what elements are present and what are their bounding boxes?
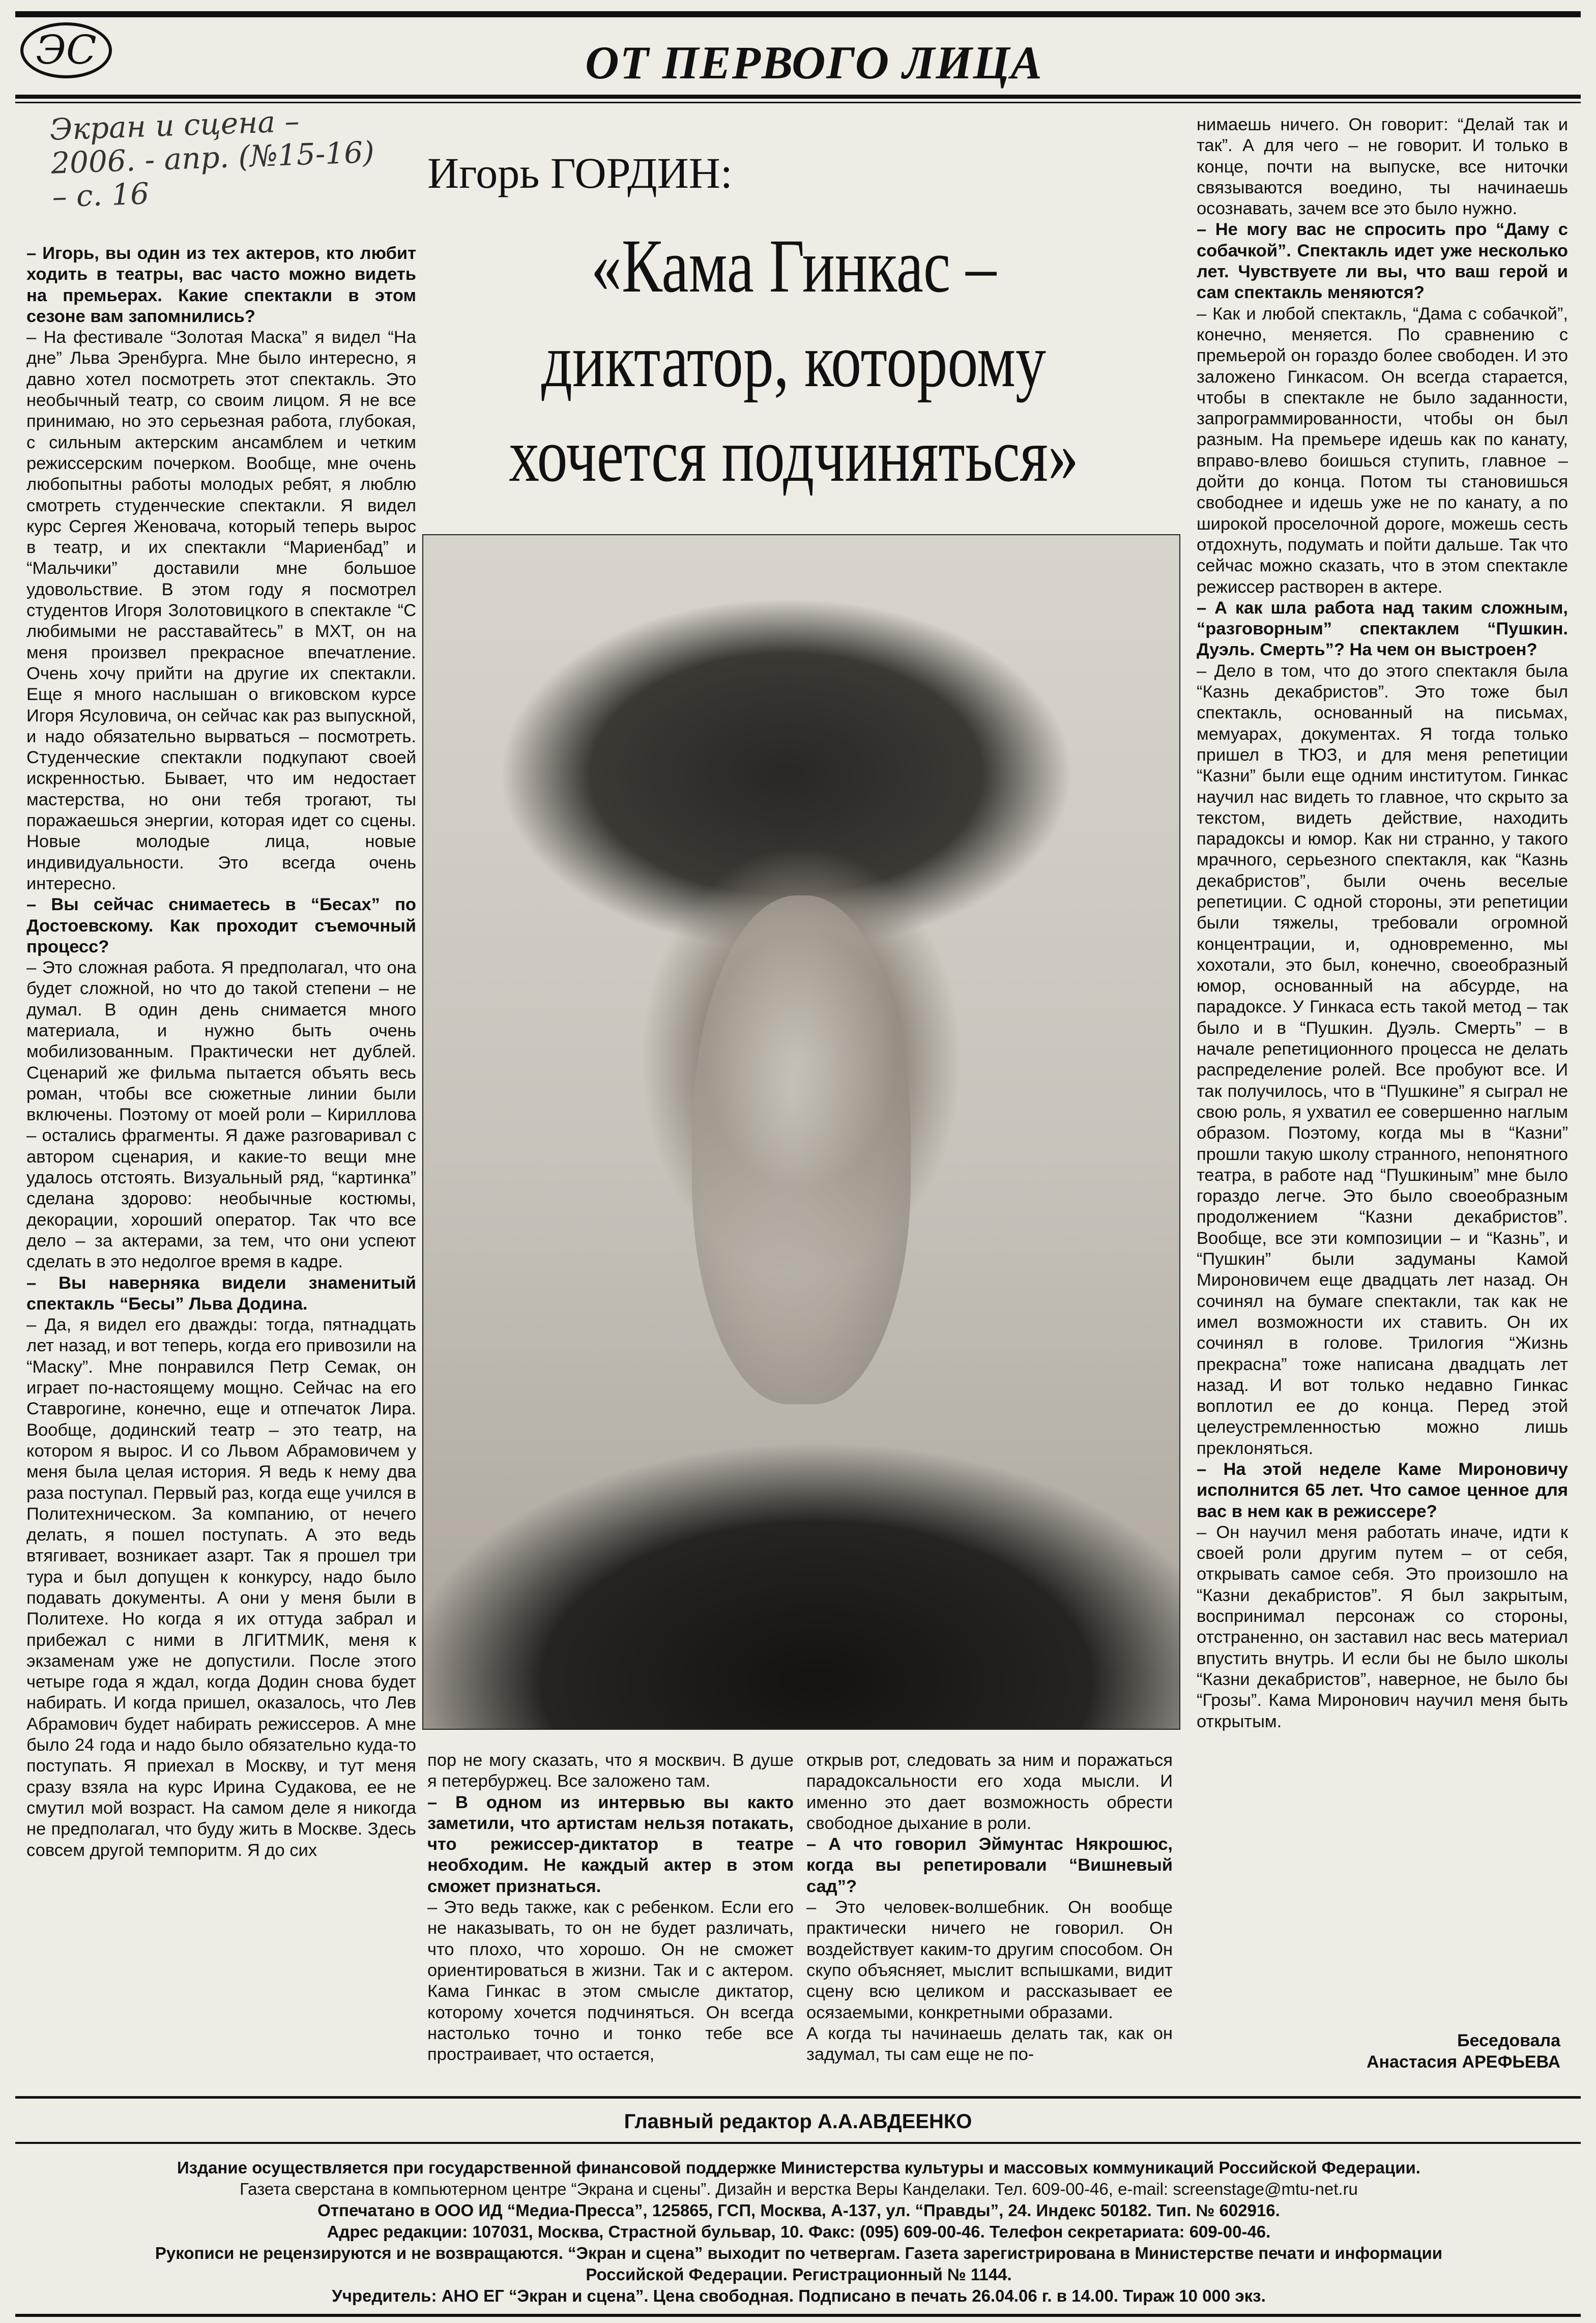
interview-question: – Вы сейчас снимаетесь в “Бесах” по Достоевскому. Как проходит съемочный процесс? [26,895,416,956]
interview-question: – Вы наверняка видели знаменитый спектакль “Бесы” Льва Додина. [26,1273,416,1314]
imprint-line: Российской Федерации. Регистрационный № 1144. [586,2265,1012,2284]
portrait-face-shading [692,895,911,1404]
interview-answer: – Да, я видел его дважды: тогда, пятнадцать лет назад, и вот теперь, когда его привозили на “Маску”. Мне понравился Петр Семак, он играет по-настоящему мощно. Сейчас на его Ставрогине, конечно, еще и отпечаток Лира. Вообще, додинский театр – это театр, на котором я вырос. И со Львом Абрамовичем у меня была целая история. Я ведь к нему два раза поступал. Первый раз, когда еще учился в Политехническом. За компанию, от нечего делать, я пошел поступать. А это ведь втягивает, возникает азарт. Так я прошел три тура и был допущен к конкурсу, надо было подавать документы. А они у меня были в Политехе. Но когда я их оттуда забрал и прибежал с ними в ЛГИТМИК, меня к экзаменам уже не допустили. После этого четыре года я ждал, когда Додин снова будет набирать. И когда пришел, оказалось, что Лев Абрамович будет набирать режиссеров. А мне было 24 года и надо было обязательно куда-то поступать. Я приехал в Москву, и тут меня сразу взяла на курс Ирина Судакова, ее не смутил мой возраст. На самом деле я никогда не предполагал, что буду жить в Москве. Здесь совсем другой темпоритм. Я до сих [26,1315,416,1860]
byline-author: Анастасия АРЕФЬЕВА [1366,2052,1560,2072]
article-column-1 [26,243,416,1861]
section-title: ОТ ПЕРВОГО ЛИЦА [585,37,1043,89]
bottom-rule [15,2314,1581,2317]
header-rule [15,95,1581,99]
interview-answer: – На фестивале “Золотая Маска” я видел “На дне” Льва Эренбурга. Мне было интересно, я давно хотел посмотреть этот спектакль. Это необычный театр, со своим лицом. Я не все принимаю, но это серьезная работа, глубокая, с сильным актерским ансамблем и четким режиссерским почерком. Вообще, мне очень любопытны работы молодых ребят, я люблю смотреть студенческие спектакли. Я видел курс Сергея Женовача, который теперь вырос в театр, и их спектакли “Мариенбад” и “Мальчики” доставили мне большое удовольствие. В этом году я посмотрел студентов Игоря Золотовицкого в спектакле “С любимыми не расставайтесь” в МХТ, он на меня произвел прекрасное впечатление. Очень хочу прийти на другие их спектакли. Еще я много наслышан о вгиковском курсе Игоря Ясуловича, он сейчас как раз выпускной, и надо обязательно вырваться – посмотреть. Студенческие спектакли подкупают своей искренностью. Бывает, что им недостает мастерства, но они тебя трогают, ты поражаешься энергии, которая идет со сцены. Новые молодые лица, новые индивидуальности. Это всегда очень интересно. [26,328,416,893]
imprint-line: Учредитель: АНО ЕГ “Экран и сцена”. Цена свободная. Подписано в печать 26.04.06 г. в 14.00. Тираж 10 000 экз. [332,2286,1266,2305]
top-rule [15,11,1581,17]
article-column-3 [806,1750,1173,2065]
interview-question: – На этой неделе Каме Мироновичу исполнится 65 лет. Что самое ценное для вас в нем как в режиссере? [1197,1460,1568,1521]
byline-label: Беседовала [1457,2031,1560,2050]
interview-answer: пор не могу сказать, что я москвич. В душе я петербуржец. Все заложено там. [427,1751,794,1791]
editor-credit: Главный редактор А.А.АВДЕЕНКО [624,2110,972,2133]
imprint-line: Издание осуществляется при государственной финансовой поддержке Министерства культуры и массовых коммуникаций Российской Федерации. [177,2158,1420,2177]
interview-answer: – Дело в том, что до этого спектакля была “Казнь декабристов”. Это тоже был спектакль, основанный на письмах, мемуарах, документах. Я тогда только пришел в ТЮЗ, и для меня репетиции “Казни” были еще одним институтом. Гинкас научил нас видеть то главное, что скрыто за текстом, видеть действие, находить парадоксы и юмор. Как ни странно, у такого мрачного, серьезного спектакля, как “Казнь декабристов”, были очень веселые репетиции. С одной стороны, эти репетиции были тяжелы, требовали огромной концентрации, и, одновременно, мы хохотали, это был, конечно, своеобразный юмор, основанный на абсурде, на парадоксе. У Гинкаса есть такой метод – так было и в “Пушкин. Дуэль. Смерть” – в начале репетиционного процесса не делать распределение ролей. Все пробуют все. И так получилось, что в “Пушкине” я сыграл не свою роль, я ухватил ее совершенно наглым образом. Поэтому, когда мы в “Казни” прошли такую школу странного, непонятного театра, в работе над “Пушкиным” мне было гораздо легче. Это было своеобразным продолжением “Казни декабристов”. Вообще, все эти композиции – и “Казнь”, и “Пушкин” были задуманы Камой Мироновичем еще двадцать лет назад. Он сочинял на бумаге спектакли, так как не имел возможности их ставить. Он их сочинял в голове. Трилогия “Жизнь прекрасна” тоже написана двадцать лет назад. И вот только недавно Гинкас воплотил ее до конца. Перед этой целеустремленностью можно лишь преклоняться. [1197,661,1568,1458]
interview-answer: – Он научил меня работать иначе, идти к своей роли другим путем – от себя, открывать самое себя. Это произошло на “Казни декабристов”. Я был закрытым, воспринимал персонаж со стороны, отстраненно, он заставил нас весь материал впустить внутрь. И если бы не было школы “Казни декабристов”, наверное, не было бы “Грозы”. Кама Миронович научил меня быть открытым. [1197,1522,1568,1731]
handwritten-line: Экран и сцена – [49,103,300,147]
interview-answer: – Это ведь также, как с ребенком. Если его не наказывать, то он не будет различать, что плохо, что хорошо. Он не сможет ориентироваться в жизни. Так и с актером. Кама Гинкас в этом смысле диктатор, которому хочется подчиняться. Он всегда настолько точно и тонко тебе все простраивает, что остается, [427,1898,794,2065]
imprint-line: Отпечатано в ООО ИД “Медиа-Пресса”, 125865, ГСП, Москва, А-137, ул. “Правды”, 24. Индекс 50182. Тип. № 602916. [317,2201,1280,2220]
article-headline [492,219,1095,503]
headline-line: хочется подчиняться» [509,413,1079,498]
interview-question: – Не могу вас не спросить про “Даму с собачкой”. Спектакль идет уже несколько лет. Чувствуете ли вы, что ваш герой и сам спектакль меняются? [1197,220,1568,303]
publication-logo [20,22,112,78]
imprint-line: Адрес редакции: 107031, Москва, Страстной бульвар, 10. Факс: (095) 609-00-46. Телефон секретариата: 609-00-46. [327,2222,1271,2241]
footer-rule-2 [15,2142,1581,2144]
handwritten-note [49,101,398,214]
interview-question: – А что говорил Эймунтас Някрошюс, когда вы репетировали “Вишневый сад”? [806,1835,1173,1896]
article-kicker: Игорь ГОРДИН: [427,149,733,197]
interview-answer: открыв рот, следовать за ним и поражаться парадоксальности его хода мысли. И именно это дает возможность обрести свободное дыхание в роли. [806,1751,1173,1833]
footer-rule [15,2096,1581,2099]
headline-line: «Кама Гинкас – [591,224,997,308]
interview-answer: – Как и любой спектакль, “Дама с собачкой”, конечно, меняется. По сравнению с премьерой он гораздо более свободен. И это заложено Гинкасом. Он всегда старается, чтобы в спектакле не было заданности, запрограммированности, чтобы он был разным. На премьере идешь как по канату, вправо-влево боишься ступить, главное – дойти до конца. Потом ты становишься свободнее и идешь уже не по канату, а по широкой проселочной дороге, можешь сесть отдохнуть, подумать и пойти дальше. Так что сейчас можно сказать, что в этом спектакле режиссер растворен в актере. [1197,304,1568,597]
handwritten-line: 2006. - апр. (№15-16) [50,134,375,181]
imprint-line: Рукописи не рецензируются и не возвращаются. “Экран и сцена” выходит по четвергам. Газета зарегистрирована в Министерстве печати и информации [155,2244,1443,2262]
header-rule-thin [15,102,1581,103]
interview-question: – В одном из интервью вы както заметили, что артистам нельзя потакать, что режиссер-диктатор в театре необходим. Не каждый актер в этом сможет признаться. [427,1792,794,1896]
byline [1367,2030,1560,2073]
handwritten-line: – с. 16 [51,176,150,214]
article-column-4 [1197,114,1568,1732]
interview-answer: А когда ты начинаешь делать так, как он задумал, ты сам еще не по- [806,2023,1173,2065]
interview-answer: – Это человек-волшебник. Он вообще практически ничего не говорил. Он воздействует каким-то другим способом. Он скупо объясняет, мыслит вспышками, видит сцену всю целиком и рассказывает ее осязаемыми, конкретными образами. [806,1898,1173,2022]
interview-answer: нимаешь ничего. Он говорит: “Делай так и так”. А для чего – не говорит. И только в конце, почти на выпуске, все ниточки связываются воедино, ты начинаешь осознавать, зачем все это было нужно. [1197,115,1568,219]
interview-question: – А как шла работа над таким сложным, “разговорным” спектаклем “Пушкин. Дуэль. Смерть”? На чем он выстроен? [1197,598,1568,660]
interview-question: – Игорь, вы один из тех актеров, кто любит ходить в театры, вас часто можно видеть на премьерах. Какие спектакли в этом сезоне вам запомнились? [26,244,416,326]
article-column-2 [427,1750,794,2065]
imprint [20,2157,1577,2307]
logo-text: ЭС [36,27,97,73]
imprint-line: Газета сверстана в компьютерном центре “Экрана и сцены”. Дизайн и верстка Веры Канделаки. Тел. 609-00-46, e-mail: screenstage@mtu-net.ru [240,2180,1358,2198]
headline-line: диктатор, которому [541,318,1047,403]
interview-answer: – Это сложная работа. Я предполагал, что она будет сложной, но что до такой степени – не думал. В один день снимается много материала, и нужно быть очень мобилизованным. Практически нет дублей. Сценарий же фильма пытается объять весь роман, чтобы все сюжетные линии были включены. Поэтому от моей роли – Кириллова – остались фрагменты. Я даже разговаривал с автором сценария, и какие-то вещи мне удалось отстоять. Визуальный ряд, “картинка” сделана здорово: необычные костюмы, декорации, хороший оператор. Так что все дело – за актерами, за тем, что они успеют сделать в это недолгое время в кадре. [26,958,416,1272]
